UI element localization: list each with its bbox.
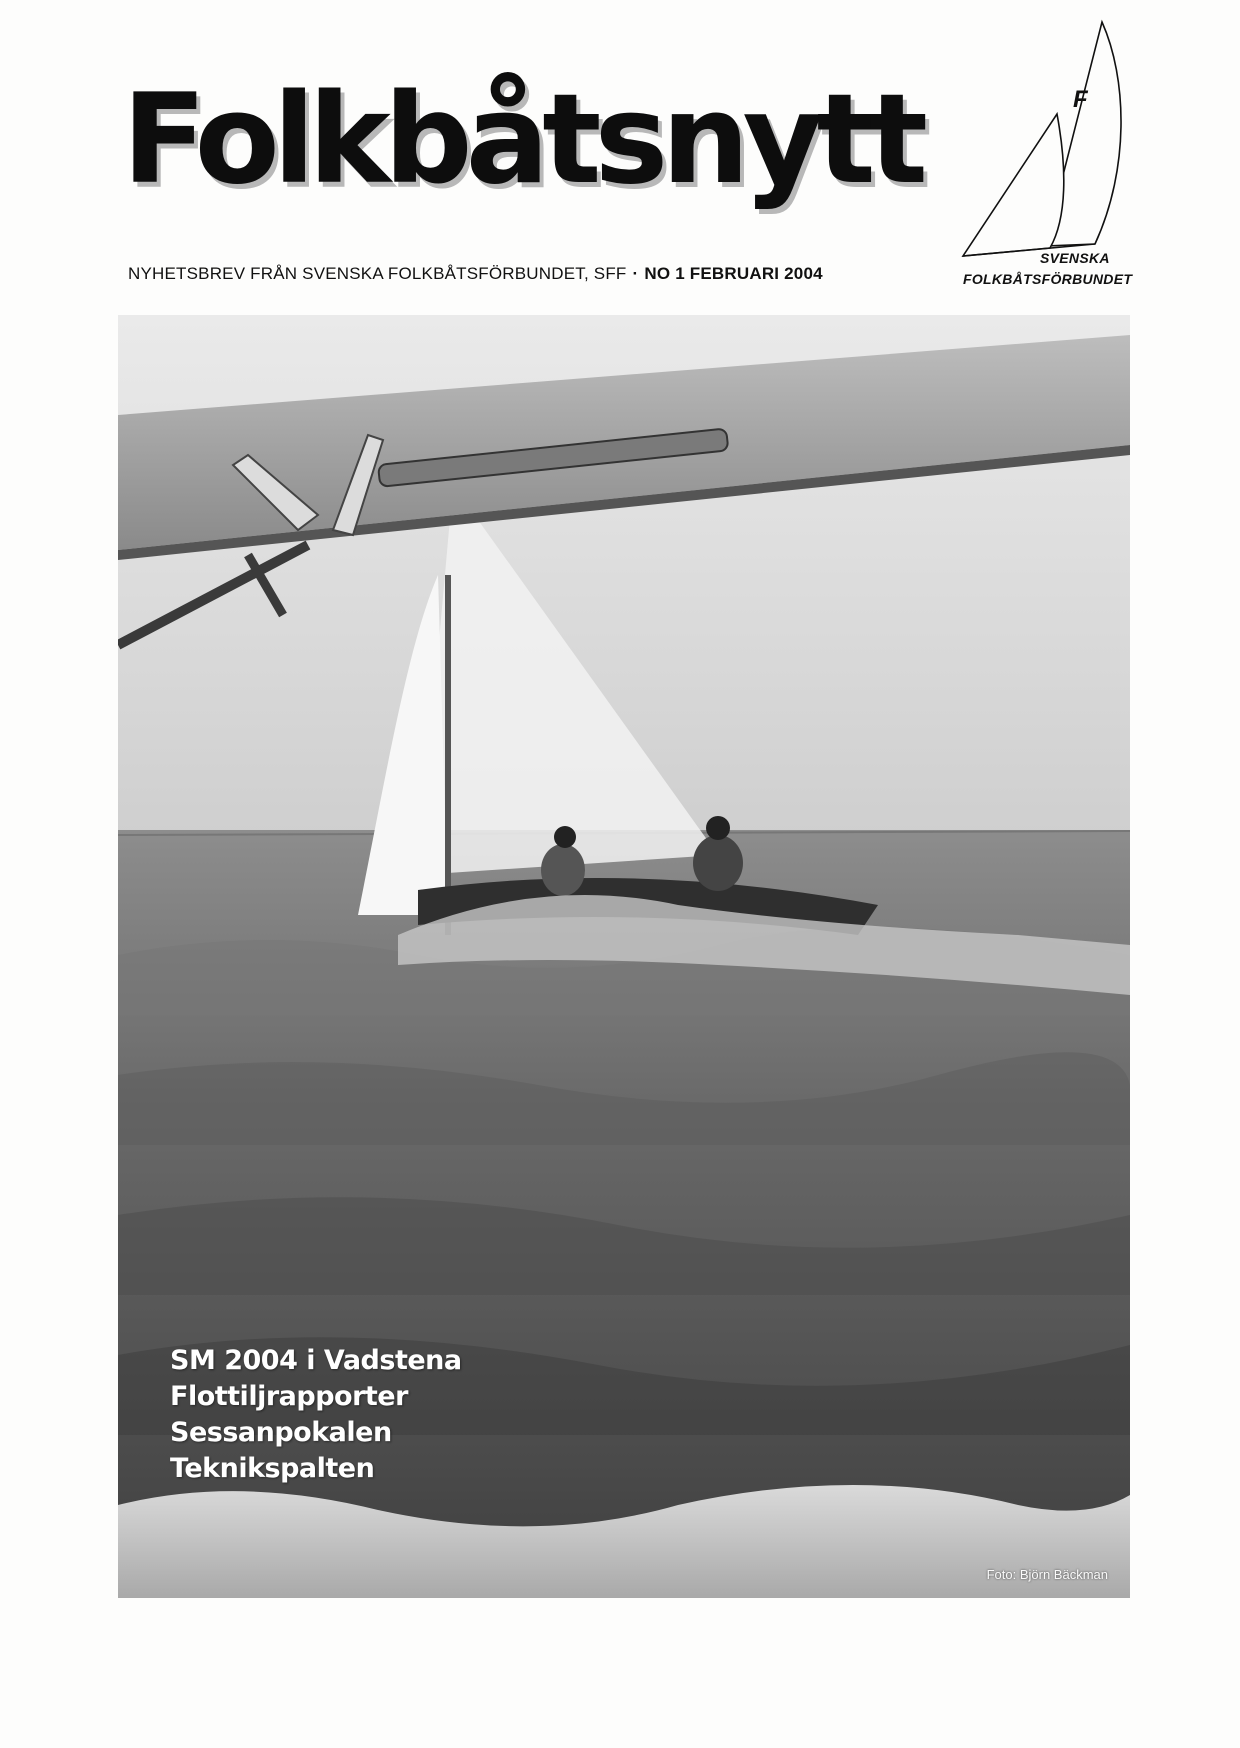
- headline-item: Sessanpokalen: [170, 1417, 392, 1448]
- logo-line-2: FOLKBÅTSFÖRBUNDET: [963, 271, 1133, 287]
- photo-credit: Foto: Björn Bäckman: [986, 1567, 1108, 1582]
- headline-item: SM 2004 i Vadstena: [170, 1345, 462, 1376]
- headline-item: Flottiljrapporter: [170, 1381, 408, 1412]
- cover-headlines: [170, 1343, 462, 1487]
- logo-letter: F: [1073, 86, 1088, 113]
- masthead-subtitle: [128, 264, 823, 284]
- subtitle-publisher: NYHETSBREV FRÅN SVENSKA FOLKBÅTSFÖRBUNDET, SFF: [128, 264, 627, 283]
- cover-photo: [118, 315, 1130, 1598]
- issue-label: NO 1 FEBRUARI 2004: [644, 264, 823, 283]
- subtitle-separator: ·: [632, 264, 639, 283]
- magazine-title: Folkbåtsnytt: [122, 68, 922, 212]
- masthead: [122, 68, 982, 238]
- sff-sail-logo: [955, 18, 1175, 298]
- logo-line-1: SVENSKA: [1040, 250, 1110, 266]
- headline-item: Teknikspalten: [170, 1453, 375, 1484]
